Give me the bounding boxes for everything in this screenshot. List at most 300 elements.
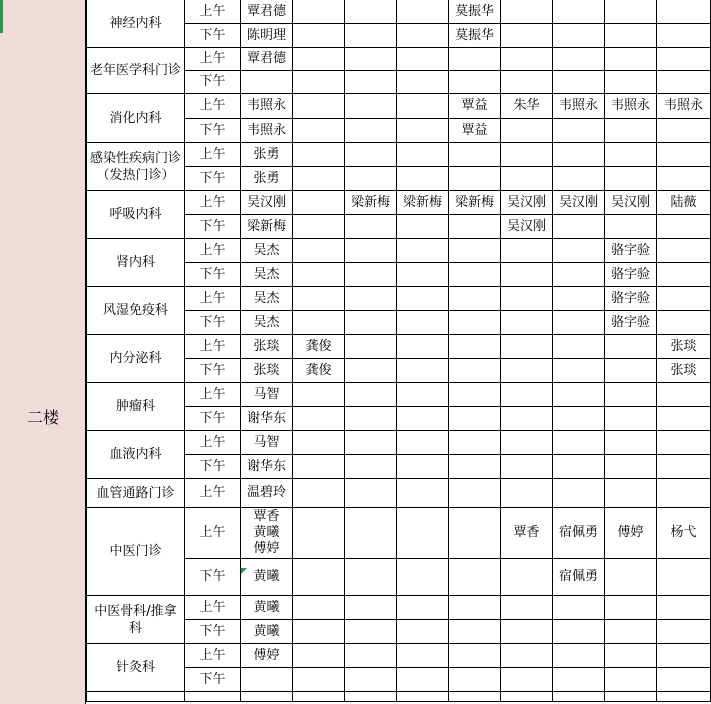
doctor-cell[interactable] <box>345 431 397 455</box>
department-name[interactable]: 血液内科 <box>87 431 185 479</box>
empty-cell <box>293 692 345 702</box>
doctor-cell[interactable] <box>501 71 553 94</box>
doctor-cell[interactable] <box>397 119 449 143</box>
doctor-cell[interactable] <box>501 287 553 311</box>
doctor-cell[interactable]: 吴汉刚 <box>241 191 293 215</box>
doctor-cell[interactable]: 吴汉刚 <box>501 191 553 215</box>
doctor-cell[interactable] <box>449 596 501 620</box>
doctor-cell[interactable]: 覃香 <box>501 508 553 559</box>
session-cell[interactable]: 上午 <box>185 644 241 668</box>
doctor-cell[interactable] <box>449 383 501 407</box>
doctor-cell[interactable]: 张琰 <box>241 359 293 383</box>
doctor-cell[interactable] <box>501 48 553 71</box>
doctor-cell[interactable] <box>293 311 345 335</box>
doctor-cell[interactable] <box>397 287 449 311</box>
doctor-cell[interactable] <box>345 263 397 287</box>
doctor-cell[interactable]: 杨弋 <box>657 508 711 559</box>
doctor-cell[interactable]: 陆薇 <box>657 191 711 215</box>
department-name[interactable]: 肿瘤科 <box>87 383 185 431</box>
doctor-cell[interactable] <box>293 71 345 94</box>
doctor-cell[interactable]: 梁新梅 <box>345 191 397 215</box>
empty-cell <box>605 692 657 702</box>
doctor-cell[interactable]: 张勇 <box>241 167 293 191</box>
doctor-cell[interactable]: 韦照永 <box>605 94 657 119</box>
empty-cell <box>345 692 397 702</box>
doctor-cell[interactable] <box>501 407 553 431</box>
doctor-cell[interactable] <box>449 263 501 287</box>
doctor-cell[interactable] <box>449 479 501 508</box>
table-row <box>87 0 711 24</box>
doctor-cell[interactable]: 张琰 <box>657 359 711 383</box>
department-name[interactable]: 内分泌科 <box>87 335 185 383</box>
doctor-cell[interactable] <box>293 215 345 239</box>
doctor-cell[interactable] <box>501 359 553 383</box>
session-cell[interactable]: 下午 <box>185 455 241 479</box>
doctor-cell[interactable] <box>345 620 397 644</box>
doctor-cell[interactable] <box>501 620 553 644</box>
doctor-cell[interactable] <box>553 383 605 407</box>
doctor-cell[interactable]: 覃君德 <box>241 0 293 24</box>
doctor-cell[interactable]: 傅婷 <box>241 644 293 668</box>
doctor-cell[interactable] <box>449 620 501 644</box>
department-name[interactable]: 中医骨科/推拿科 <box>87 596 185 644</box>
session-cell[interactable]: 上午 <box>185 287 241 311</box>
doctor-cell[interactable] <box>657 143 711 167</box>
doctor-cell[interactable] <box>345 167 397 191</box>
doctor-cell[interactable] <box>553 596 605 620</box>
doctor-cell[interactable] <box>293 596 345 620</box>
doctor-cell[interactable] <box>397 263 449 287</box>
doctor-cell[interactable] <box>345 311 397 335</box>
doctor-cell[interactable] <box>345 94 397 119</box>
department-name[interactable]: 消化内科 <box>87 94 185 143</box>
doctor-cell[interactable] <box>501 644 553 668</box>
doctor-cell[interactable]: 韦照永 <box>241 119 293 143</box>
doctor-cell[interactable] <box>657 559 711 596</box>
empty-cell <box>501 692 553 702</box>
doctor-cell[interactable] <box>293 0 345 24</box>
doctor-cell[interactable]: 宿佩勇 <box>553 508 605 559</box>
department-name[interactable]: 血管通路门诊 <box>87 479 185 508</box>
doctor-cell[interactable] <box>553 48 605 71</box>
doctor-cell[interactable] <box>449 167 501 191</box>
session-cell[interactable]: 上午 <box>185 94 241 119</box>
doctor-cell[interactable] <box>657 24 711 48</box>
doctor-cell[interactable] <box>293 143 345 167</box>
doctor-cell[interactable] <box>553 143 605 167</box>
doctor-cell[interactable]: 朱华 <box>501 94 553 119</box>
schedule-table <box>86 0 711 702</box>
doctor-cell[interactable] <box>605 559 657 596</box>
doctor-cell[interactable] <box>397 359 449 383</box>
doctor-cell[interactable] <box>397 383 449 407</box>
doctor-cell[interactable] <box>553 407 605 431</box>
doctor-cell[interactable] <box>345 644 397 668</box>
doctor-cell[interactable] <box>657 311 711 335</box>
session-cell[interactable]: 上午 <box>185 596 241 620</box>
doctor-cell[interactable] <box>293 119 345 143</box>
doctor-cell[interactable] <box>657 263 711 287</box>
doctor-cell[interactable]: 马智 <box>241 383 293 407</box>
doctor-cell[interactable] <box>345 119 397 143</box>
doctor-cell[interactable] <box>657 71 711 94</box>
doctor-cell[interactable] <box>449 71 501 94</box>
session-cell[interactable]: 上午 <box>185 431 241 455</box>
doctor-cell[interactable]: 温碧玲 <box>241 479 293 508</box>
doctor-cell[interactable] <box>657 287 711 311</box>
doctor-cell[interactable] <box>345 383 397 407</box>
doctor-cell[interactable] <box>397 0 449 24</box>
doctor-cell[interactable] <box>397 335 449 359</box>
doctor-cell[interactable] <box>345 668 397 692</box>
doctor-cell[interactable] <box>449 431 501 455</box>
doctor-cell[interactable]: 梁新梅 <box>449 191 501 215</box>
doctor-cell[interactable] <box>657 215 711 239</box>
table-row <box>87 596 711 620</box>
doctor-cell[interactable] <box>449 287 501 311</box>
doctor-cell[interactable]: 张琰 <box>241 335 293 359</box>
doctor-cell[interactable] <box>553 239 605 263</box>
empty-cell <box>449 692 501 702</box>
doctor-cell[interactable] <box>605 215 657 239</box>
doctor-cell[interactable]: 吴杰 <box>241 263 293 287</box>
doctor-cell[interactable] <box>553 263 605 287</box>
doctor-cell[interactable] <box>605 335 657 359</box>
doctor-cell[interactable]: 韦照永 <box>657 94 711 119</box>
department-name[interactable]: 针灸科 <box>87 644 185 692</box>
doctor-cell[interactable] <box>501 479 553 508</box>
doctor-cell[interactable] <box>397 24 449 48</box>
doctor-cell[interactable]: 覃香 黄曦 傅婷 <box>241 508 293 559</box>
doctor-cell[interactable] <box>553 359 605 383</box>
doctor-cell[interactable] <box>345 559 397 596</box>
doctor-cell[interactable] <box>501 596 553 620</box>
doctor-cell[interactable] <box>657 455 711 479</box>
doctor-cell[interactable] <box>345 71 397 94</box>
doctor-cell[interactable]: 张勇 <box>241 143 293 167</box>
session-cell[interactable]: 下午 <box>185 559 241 596</box>
table-row <box>87 239 711 263</box>
doctor-cell[interactable] <box>293 668 345 692</box>
doctor-cell[interactable] <box>449 143 501 167</box>
doctor-cell[interactable] <box>397 431 449 455</box>
doctor-cell[interactable] <box>397 407 449 431</box>
doctor-cell[interactable] <box>657 48 711 71</box>
doctor-cell[interactable] <box>501 0 553 24</box>
doctor-cell[interactable] <box>605 24 657 48</box>
doctor-cell[interactable] <box>553 24 605 48</box>
doctor-cell[interactable] <box>605 479 657 508</box>
doctor-cell[interactable] <box>293 508 345 559</box>
doctor-cell[interactable] <box>241 668 293 692</box>
doctor-cell[interactable]: 吴杰 <box>241 239 293 263</box>
doctor-cell[interactable] <box>605 644 657 668</box>
doctor-cell[interactable]: 骆字验 <box>605 287 657 311</box>
doctor-cell[interactable]: 龚俊 <box>293 335 345 359</box>
doctor-cell[interactable] <box>501 383 553 407</box>
doctor-cell[interactable] <box>397 644 449 668</box>
table-row <box>87 692 711 702</box>
table-row <box>87 335 711 359</box>
doctor-cell[interactable]: 黄曦 <box>241 596 293 620</box>
session-cell[interactable]: 下午 <box>185 620 241 644</box>
doctor-cell[interactable] <box>397 620 449 644</box>
doctor-cell[interactable] <box>605 143 657 167</box>
doctor-cell[interactable] <box>449 559 501 596</box>
doctor-cell[interactable]: 马智 <box>241 431 293 455</box>
doctor-cell[interactable] <box>553 119 605 143</box>
doctor-cell[interactable] <box>449 455 501 479</box>
session-cell[interactable]: 下午 <box>185 24 241 48</box>
doctor-cell[interactable] <box>449 48 501 71</box>
doctor-cell[interactable]: 覃君德 <box>241 48 293 71</box>
empty-cell <box>657 692 711 702</box>
doctor-cell[interactable] <box>397 455 449 479</box>
doctor-cell[interactable] <box>397 71 449 94</box>
doctor-cell[interactable] <box>397 311 449 335</box>
doctor-cell[interactable] <box>501 455 553 479</box>
doctor-cell[interactable]: 覃益 <box>449 94 501 119</box>
doctor-cell[interactable]: 骆字验 <box>605 263 657 287</box>
doctor-cell[interactable] <box>397 48 449 71</box>
doctor-cell[interactable]: 梁新梅 <box>241 215 293 239</box>
doctor-cell[interactable]: 谢华东 <box>241 407 293 431</box>
doctor-cell[interactable] <box>293 48 345 71</box>
doctor-cell[interactable] <box>293 431 345 455</box>
doctor-cell[interactable]: 梁新梅 <box>397 191 449 215</box>
doctor-cell[interactable] <box>501 24 553 48</box>
doctor-cell[interactable] <box>657 668 711 692</box>
doctor-cell[interactable]: 黄曦 <box>241 559 293 596</box>
doctor-cell[interactable]: 龚俊 <box>293 359 345 383</box>
session-cell[interactable]: 下午 <box>185 167 241 191</box>
doctor-cell[interactable] <box>501 559 553 596</box>
doctor-cell[interactable] <box>345 48 397 71</box>
doctor-cell[interactable] <box>501 431 553 455</box>
doctor-cell[interactable] <box>293 287 345 311</box>
doctor-cell[interactable] <box>657 596 711 620</box>
empty-cell <box>185 692 241 702</box>
doctor-cell[interactable] <box>345 24 397 48</box>
doctor-cell[interactable] <box>605 71 657 94</box>
session-cell[interactable]: 上午 <box>185 383 241 407</box>
doctor-cell[interactable] <box>501 311 553 335</box>
doctor-cell[interactable] <box>553 311 605 335</box>
doctor-cell[interactable] <box>397 479 449 508</box>
doctor-cell[interactable]: 傅婷 <box>605 508 657 559</box>
doctor-cell[interactable] <box>293 479 345 508</box>
doctor-cell[interactable] <box>605 0 657 24</box>
doctor-cell[interactable] <box>397 508 449 559</box>
doctor-cell[interactable]: 陈明理 <box>241 24 293 48</box>
session-cell[interactable]: 下午 <box>185 668 241 692</box>
table-row <box>87 143 711 167</box>
doctor-cell[interactable] <box>553 335 605 359</box>
session-cell[interactable]: 上午 <box>185 0 241 24</box>
doctor-cell[interactable]: 覃益 <box>449 119 501 143</box>
doctor-cell[interactable] <box>553 455 605 479</box>
doctor-cell[interactable]: 吴汉刚 <box>605 191 657 215</box>
doctor-cell[interactable] <box>293 263 345 287</box>
session-cell[interactable]: 上午 <box>185 143 241 167</box>
doctor-cell[interactable] <box>345 287 397 311</box>
doctor-cell[interactable] <box>449 644 501 668</box>
doctor-cell[interactable]: 谢华东 <box>241 455 293 479</box>
doctor-cell[interactable] <box>553 668 605 692</box>
doctor-cell[interactable]: 黄曦 <box>241 620 293 644</box>
doctor-cell[interactable] <box>293 383 345 407</box>
doctor-cell[interactable] <box>501 119 553 143</box>
doctor-cell[interactable] <box>345 596 397 620</box>
doctor-cell[interactable] <box>605 167 657 191</box>
session-cell[interactable]: 上午 <box>185 508 241 559</box>
doctor-cell[interactable] <box>397 668 449 692</box>
doctor-cell[interactable] <box>553 167 605 191</box>
department-name[interactable]: 肾内科 <box>87 239 185 287</box>
doctor-cell[interactable] <box>605 620 657 644</box>
doctor-cell[interactable] <box>553 431 605 455</box>
doctor-cell[interactable] <box>293 94 345 119</box>
doctor-cell[interactable] <box>397 559 449 596</box>
session-cell[interactable]: 下午 <box>185 215 241 239</box>
session-cell[interactable]: 上午 <box>185 335 241 359</box>
doctor-cell[interactable]: 韦照永 <box>553 94 605 119</box>
doctor-cell[interactable] <box>293 644 345 668</box>
doctor-cell[interactable] <box>501 239 553 263</box>
doctor-cell[interactable] <box>605 48 657 71</box>
doctor-cell[interactable] <box>657 407 711 431</box>
doctor-cell[interactable] <box>293 239 345 263</box>
doctor-cell[interactable] <box>605 407 657 431</box>
doctor-cell[interactable] <box>449 311 501 335</box>
doctor-cell[interactable] <box>501 668 553 692</box>
doctor-cell[interactable] <box>657 431 711 455</box>
doctor-cell[interactable] <box>605 431 657 455</box>
department-name[interactable]: 风湿免疫科 <box>87 287 185 335</box>
department-name[interactable]: 感染性疾病门诊（发热门诊） <box>87 143 185 191</box>
doctor-cell[interactable] <box>293 191 345 215</box>
doctor-cell[interactable]: 吴杰 <box>241 287 293 311</box>
doctor-cell[interactable] <box>657 167 711 191</box>
doctor-cell[interactable] <box>657 0 711 24</box>
doctor-cell[interactable] <box>397 239 449 263</box>
doctor-cell[interactable] <box>553 620 605 644</box>
doctor-cell[interactable]: 宿佩勇 <box>553 559 605 596</box>
session-cell[interactable]: 上午 <box>185 239 241 263</box>
doctor-cell[interactable] <box>449 239 501 263</box>
doctor-cell[interactable]: 吴汉刚 <box>553 191 605 215</box>
doctor-cell[interactable] <box>605 596 657 620</box>
doctor-cell[interactable] <box>605 119 657 143</box>
doctor-cell[interactable] <box>501 263 553 287</box>
doctor-cell[interactable] <box>657 119 711 143</box>
doctor-cell[interactable] <box>657 620 711 644</box>
doctor-cell[interactable] <box>345 359 397 383</box>
doctor-cell[interactable] <box>397 167 449 191</box>
doctor-cell[interactable] <box>345 508 397 559</box>
doctor-cell[interactable] <box>657 644 711 668</box>
session-cell[interactable]: 下午 <box>185 263 241 287</box>
empty-cell <box>397 692 449 702</box>
doctor-cell[interactable]: 吴汉刚 <box>501 215 553 239</box>
doctor-cell[interactable] <box>397 215 449 239</box>
doctor-cell[interactable] <box>293 559 345 596</box>
session-cell[interactable]: 下午 <box>185 71 241 94</box>
department-name[interactable]: 老年医学科门诊 <box>87 48 185 94</box>
doctor-cell[interactable] <box>553 71 605 94</box>
doctor-cell[interactable] <box>553 287 605 311</box>
doctor-cell[interactable] <box>293 407 345 431</box>
doctor-cell[interactable] <box>293 620 345 644</box>
session-cell[interactable]: 下午 <box>185 359 241 383</box>
doctor-cell[interactable] <box>605 455 657 479</box>
doctor-cell[interactable] <box>397 94 449 119</box>
doctor-cell[interactable] <box>397 143 449 167</box>
session-cell[interactable]: 上午 <box>185 48 241 71</box>
table-row <box>87 287 711 311</box>
doctor-cell[interactable]: 吴杰 <box>241 311 293 335</box>
department-name[interactable]: 呼吸内科 <box>87 191 185 239</box>
doctor-cell[interactable] <box>657 479 711 508</box>
doctor-cell[interactable] <box>397 596 449 620</box>
doctor-cell[interactable]: 骆字验 <box>605 311 657 335</box>
session-cell[interactable]: 下午 <box>185 407 241 431</box>
session-cell[interactable]: 上午 <box>185 191 241 215</box>
session-cell[interactable]: 下午 <box>185 311 241 335</box>
doctor-cell[interactable] <box>501 335 553 359</box>
department-name[interactable]: 中医门诊 <box>87 508 185 596</box>
doctor-cell[interactable] <box>449 668 501 692</box>
doctor-cell[interactable] <box>345 407 397 431</box>
doctor-cell[interactable] <box>345 335 397 359</box>
doctor-cell[interactable]: 莫振华 <box>449 0 501 24</box>
doctor-cell[interactable] <box>605 359 657 383</box>
doctor-cell[interactable] <box>345 0 397 24</box>
doctor-cell[interactable] <box>553 644 605 668</box>
doctor-cell[interactable] <box>605 383 657 407</box>
doctor-cell[interactable] <box>449 215 501 239</box>
doctor-cell[interactable]: 骆字验 <box>605 239 657 263</box>
doctor-cell[interactable] <box>657 239 711 263</box>
doctor-cell[interactable] <box>345 143 397 167</box>
doctor-cell[interactable]: 张琰 <box>657 335 711 359</box>
doctor-cell[interactable] <box>241 71 293 94</box>
doctor-cell[interactable] <box>501 143 553 167</box>
session-cell[interactable]: 下午 <box>185 119 241 143</box>
doctor-cell[interactable]: 莫振华 <box>449 24 501 48</box>
session-cell[interactable]: 上午 <box>185 479 241 508</box>
doctor-cell[interactable] <box>293 167 345 191</box>
doctor-cell[interactable] <box>293 24 345 48</box>
doctor-cell[interactable] <box>449 407 501 431</box>
doctor-cell[interactable] <box>449 508 501 559</box>
doctor-cell[interactable] <box>501 167 553 191</box>
doctor-cell[interactable] <box>553 479 605 508</box>
department-name[interactable]: 神经内科 <box>87 0 185 48</box>
doctor-cell[interactable] <box>345 239 397 263</box>
doctor-cell[interactable]: 韦照永 <box>241 94 293 119</box>
doctor-cell[interactable] <box>449 335 501 359</box>
doctor-cell[interactable] <box>293 455 345 479</box>
doctor-cell[interactable] <box>553 215 605 239</box>
doctor-cell[interactable] <box>449 359 501 383</box>
doctor-cell[interactable] <box>553 0 605 24</box>
doctor-cell[interactable] <box>657 383 711 407</box>
doctor-cell[interactable] <box>345 479 397 508</box>
doctor-cell[interactable] <box>345 455 397 479</box>
doctor-cell[interactable] <box>345 215 397 239</box>
doctor-cell[interactable] <box>605 668 657 692</box>
